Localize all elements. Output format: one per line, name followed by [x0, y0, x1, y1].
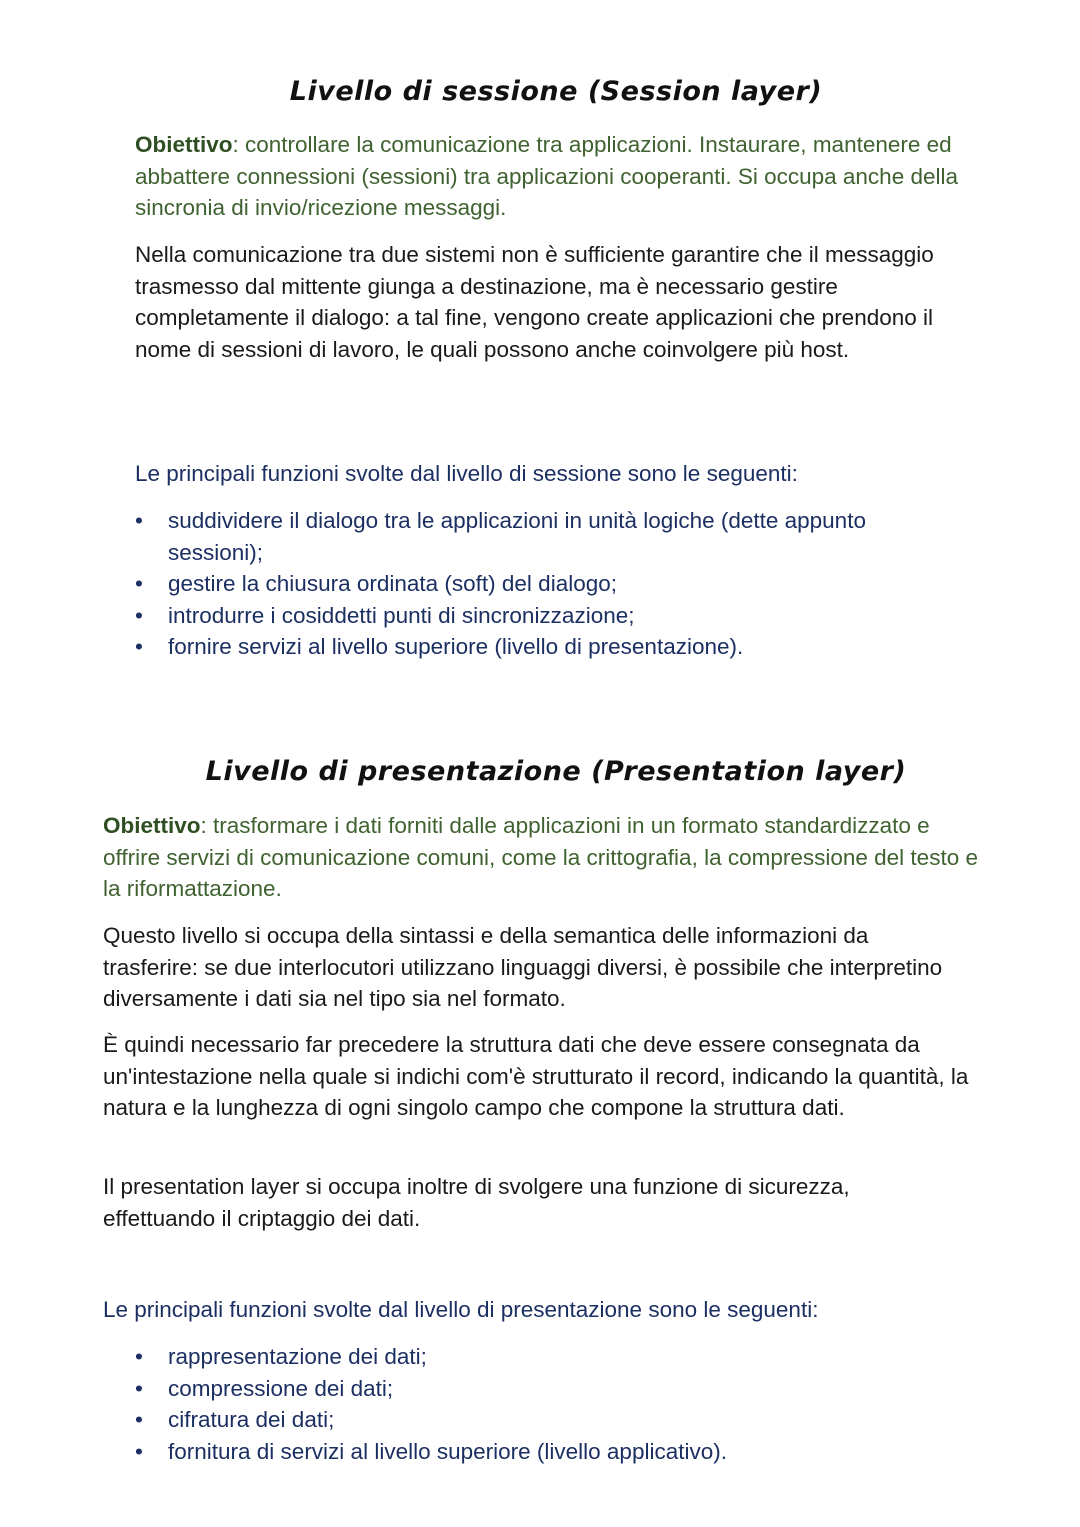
list-item: • fornitura di servizi al livello superiore (livello applicativo).	[135, 1436, 965, 1468]
objective-text: : controllare la comunicazione tra applicazioni. Instaurare, mantenere ed abbattere connessioni (sessioni) tra applicazioni cooperanti. Si occupa anche della sincronia di invio/ricezione messaggi.	[135, 132, 958, 220]
session-paragraph: Nella comunicazione tra due sistemi non è sufficiente garantire che il messaggio trasmesso dal mittente giunga a destinazione, ma è necessario gestire completamente il dialogo: a tal fine, vengono create applicazioni che prendono il nome di sessioni di lavoro, le quali possono anche coinvolgere più host.	[135, 242, 934, 362]
objective-label: Obiettivo	[135, 132, 233, 157]
objective-text: : trasformare i dati forniti dalle applicazioni in un formato standardizzato e offrire servizi di comunicazione comuni, come la crittografia, la compressione del testo e la riformattazione.	[103, 813, 978, 901]
list-item: • fornire servizi al livello superiore (livello di presentazione).	[135, 631, 965, 663]
objective-label: Obiettivo	[103, 813, 201, 838]
presentation-title: Livello di presentazione (Presentation layer)	[205, 756, 907, 787]
list-item: • rappresentazione dei dati;	[135, 1341, 965, 1373]
session-title: Livello di sessione (Session layer)	[289, 76, 823, 107]
presentation-paragraph: Questo livello si occupa della sintassi e della semantica delle informazioni da trasferire: se due interlocutori utilizzano linguaggi diversi, è possibile che interpretino diversamente i dati sia nel tipo sia nel formato.	[103, 923, 943, 1011]
presentation-paragraph: Il presentation layer si occupa inoltre di svolgere una funzione di sicurezza, effettuando il criptaggio dei dati.	[103, 1174, 850, 1231]
list-item: • cifratura dei dati;	[135, 1404, 965, 1436]
presentation-functions-list	[135, 1341, 965, 1467]
list-item: • compressione dei dati;	[135, 1373, 965, 1405]
session-objective	[135, 129, 985, 224]
presentation-objective	[103, 810, 983, 905]
session-functions-intro: Le principali funzioni svolte dal livello di sessione sono le seguenti:	[135, 461, 798, 486]
session-functions-list	[135, 505, 965, 663]
presentation-paragraph: È quindi necessario far precedere la struttura dati che deve essere consegnata da un'intestazione nella quale si indichi com'è strutturato il record, indicando la quantità, la natura e la lunghezza di ogni singolo campo che compone la struttura dati.	[103, 1032, 969, 1120]
list-item: • gestire la chiusura ordinata (soft) del dialogo;	[135, 568, 965, 600]
list-item: • introdurre i cosiddetti punti di sincronizzazione;	[135, 600, 965, 632]
presentation-functions-intro: Le principali funzioni svolte dal livello di presentazione sono le seguenti:	[103, 1297, 819, 1322]
list-item: • suddividere il dialogo tra le applicazioni in unità logiche (dette appunto sessioni);	[135, 505, 965, 568]
